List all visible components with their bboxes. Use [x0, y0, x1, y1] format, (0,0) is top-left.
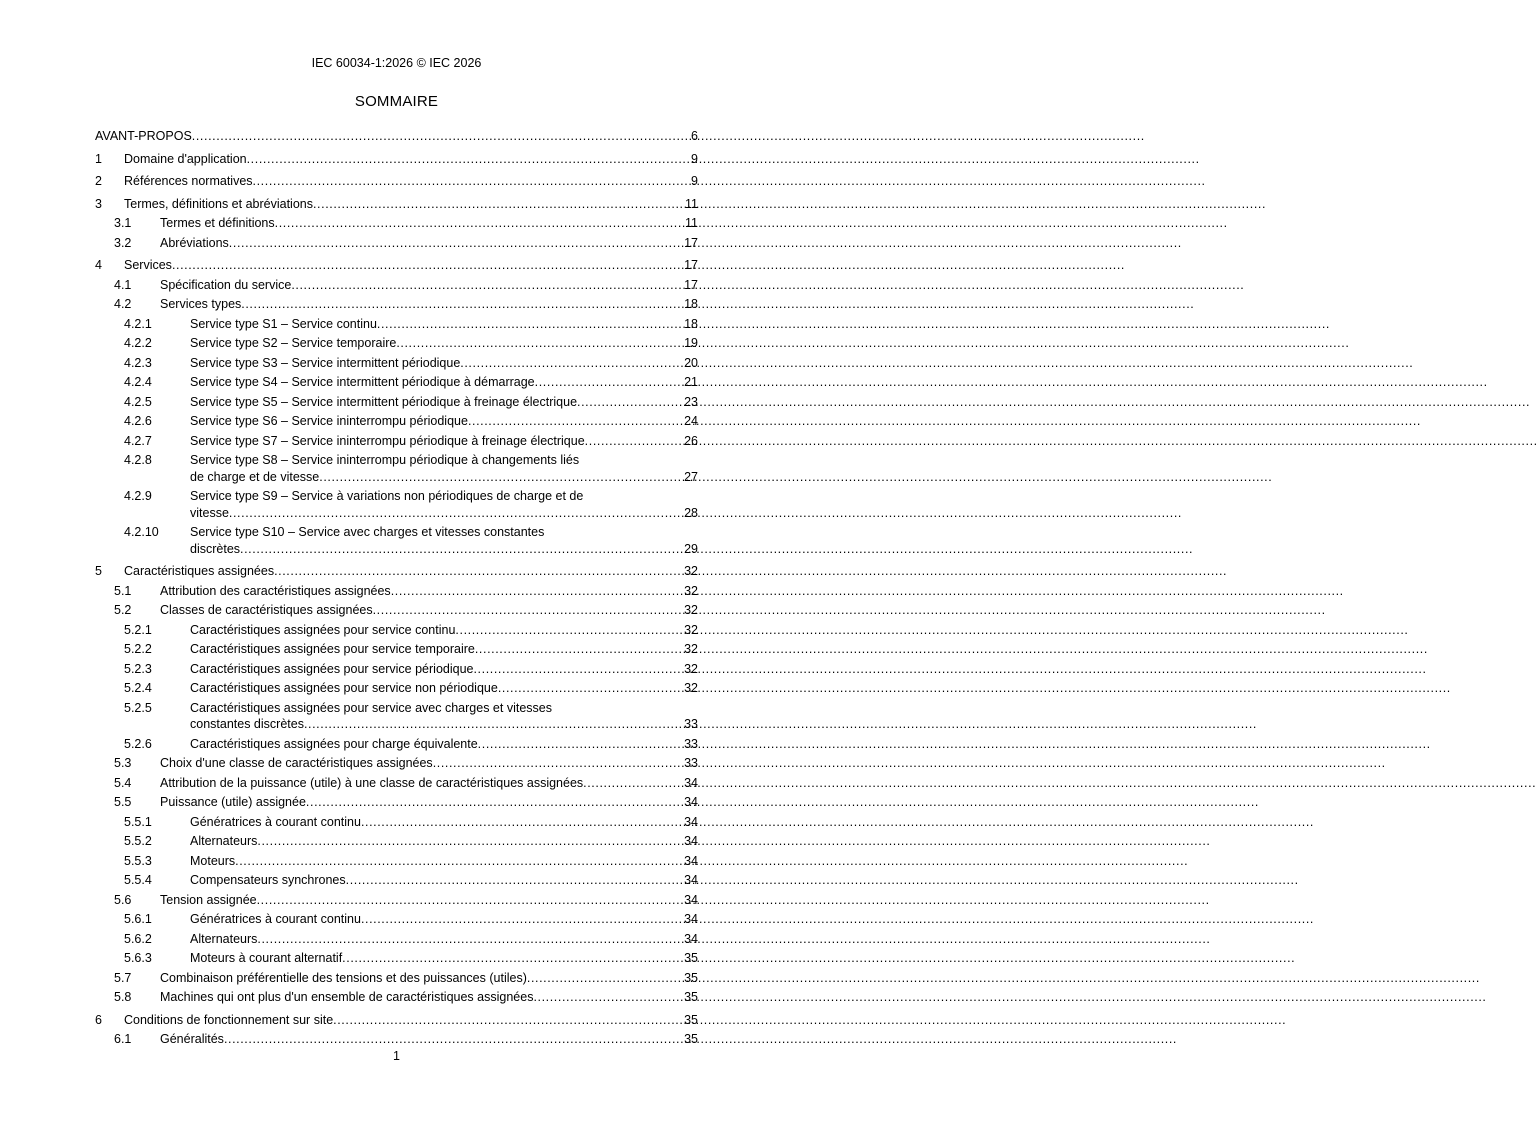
toc-entry[interactable] — [95, 891, 698, 911]
dot-leader — [304, 715, 683, 735]
dot-leader — [396, 334, 683, 354]
toc-entry-number: 5.5 — [114, 795, 132, 809]
toc-entry-title: Service type S1 – Service continu — [190, 316, 377, 331]
toc-entry-page: 27 — [684, 469, 698, 484]
dot-leader — [577, 393, 683, 413]
toc-entry-title-continued: constantes discrètes — [190, 717, 304, 731]
toc-entry-number: 3.1 — [114, 216, 132, 230]
toc-entry-title: Service type S10 – Service avec charges et vitesses constantes — [190, 525, 545, 539]
toc-entry-title: Alternateurs — [190, 834, 258, 848]
toc-entry[interactable] — [95, 150, 698, 170]
toc-entry[interactable] — [95, 412, 698, 432]
toc-entry-page: 6 — [691, 129, 698, 143]
table-of-contents — [95, 127, 698, 1050]
dot-leader — [433, 754, 683, 774]
toc-entry[interactable] — [95, 234, 698, 254]
toc-entry-title: Spécification du service — [160, 277, 292, 292]
dot-leader — [361, 813, 683, 833]
toc-entry-number: 5.8 — [114, 990, 132, 1004]
toc-entry-page: 18 — [684, 316, 698, 331]
toc-entry-title: Caractéristiques assignées pour service périodique — [190, 661, 474, 676]
toc-entry-title: Caractéristiques assignées pour charge équivalente — [190, 736, 478, 751]
dot-leader — [240, 540, 683, 560]
toc-entry[interactable] — [95, 562, 698, 582]
toc-entry[interactable] — [95, 315, 698, 335]
dot-leader — [583, 774, 683, 794]
toc-entry-page: 28 — [684, 505, 698, 520]
toc-entry-title: Services — [124, 258, 172, 272]
toc-entry-page: 9 — [691, 174, 698, 188]
toc-entry-title: Domaine d'application — [124, 151, 247, 166]
toc-entry-title: Attribution des caractéristiques assignées — [160, 583, 391, 598]
dot-leader — [455, 621, 683, 641]
toc-entry-page: 18 — [684, 297, 698, 311]
toc-entry-title: Caractéristiques assignées pour service temporaire — [190, 642, 475, 656]
dot-leader — [224, 1030, 683, 1050]
toc-entry-page: 11 — [685, 216, 698, 230]
toc-entry-page: 34 — [684, 912, 698, 926]
toc-entry-page: 17 — [684, 235, 698, 250]
toc-entry[interactable] — [95, 988, 698, 1008]
toc-entry-title-continued: vitesse — [190, 505, 229, 520]
dot-leader — [229, 504, 683, 524]
dot-leader — [313, 195, 684, 215]
toc-entry-number: 3.2 — [114, 235, 132, 250]
toc-entry[interactable] — [95, 295, 698, 315]
toc-entry-title: Abréviations — [160, 235, 229, 250]
toc-entry[interactable] — [95, 172, 698, 192]
toc-entry-page: 34 — [684, 853, 698, 868]
toc-entry[interactable] — [95, 679, 698, 699]
toc-entry[interactable] — [95, 660, 698, 680]
toc-entry-number: 5.4 — [114, 775, 132, 790]
toc-entry-title: Service type S9 – Service à variations non périodiques de charge et de — [190, 489, 584, 503]
toc-entry-title: Conditions de fonctionnement sur site — [124, 1012, 334, 1027]
toc-entry[interactable] — [95, 256, 698, 276]
dot-leader — [535, 373, 683, 393]
dot-leader — [241, 295, 683, 315]
toc-entry-page: 32 — [684, 681, 698, 695]
toc-entry[interactable] — [95, 871, 698, 891]
toc-entry[interactable] — [95, 793, 698, 813]
toc-entry-number: 3 — [95, 196, 102, 211]
dot-leader — [319, 468, 683, 488]
dot-leader — [257, 930, 683, 950]
toc-entry-page: 32 — [684, 603, 698, 617]
toc-entry-page: 32 — [684, 642, 698, 656]
toc-entry-page: 21 — [684, 375, 698, 389]
toc-entry-title: Généralités — [160, 1032, 224, 1046]
toc-entry-page: 17 — [684, 277, 698, 292]
dot-leader — [346, 871, 683, 891]
dot-leader — [478, 735, 683, 755]
toc-entry-number: 4 — [95, 258, 102, 272]
toc-entry-title: Termes, définitions et abréviations — [124, 196, 313, 211]
toc-entry-number: 4.2.6 — [124, 414, 152, 428]
toc-entry-title: Services types — [160, 297, 242, 311]
toc-entry-title: Caractéristiques assignées pour service continu — [190, 622, 456, 637]
toc-entry-number: 5 — [95, 564, 102, 578]
dot-leader — [235, 852, 683, 872]
toc-entry-title: Caractéristiques assignées pour service non périodique — [190, 681, 498, 695]
dot-leader — [257, 832, 683, 852]
toc-entry[interactable] — [95, 393, 698, 413]
toc-entry-page: 17 — [684, 258, 698, 272]
toc-entry-number: 4.2.1 — [124, 316, 152, 331]
toc-entry-number: 4.2.9 — [124, 489, 152, 503]
toc-entry-number: 5.2.3 — [124, 661, 152, 676]
dot-leader — [274, 562, 683, 582]
toc-entry[interactable] — [95, 699, 698, 735]
toc-entry-page: 20 — [684, 355, 698, 370]
toc-entry[interactable] — [95, 735, 698, 755]
toc-entry-page: 32 — [684, 583, 698, 598]
toc-entry[interactable] — [95, 451, 698, 487]
toc-entry[interactable] — [95, 949, 698, 969]
toc-entry-title: Service type S7 – Service ininterrompu périodique à freinage électrique — [190, 433, 585, 448]
toc-entry-title: Tension assignée — [160, 892, 257, 907]
toc-entry-title: Moteurs à courant alternatif — [190, 951, 343, 965]
toc-entry-page: 35 — [684, 1032, 698, 1046]
dot-leader — [585, 432, 683, 452]
toc-entry-number: 5.5.1 — [124, 814, 152, 829]
toc-entry[interactable] — [95, 523, 698, 559]
dot-leader — [229, 234, 683, 254]
dot-leader — [306, 793, 683, 813]
toc-entry[interactable] — [95, 813, 698, 833]
toc-entry-number: 6.1 — [114, 1032, 132, 1046]
dot-leader — [342, 949, 683, 969]
dot-leader — [460, 354, 683, 374]
toc-entry[interactable] — [95, 969, 698, 989]
toc-entry-page: 26 — [684, 433, 698, 448]
toc-entry-number: 5.6.3 — [124, 951, 152, 965]
toc-entry-number: 1 — [95, 151, 102, 166]
toc-entry-page: 9 — [691, 151, 698, 166]
toc-entry[interactable] — [95, 195, 698, 215]
toc-entry-page: 11 — [685, 196, 698, 211]
toc-entry-page: 29 — [684, 541, 698, 556]
toc-entry-number: 5.5.2 — [124, 834, 152, 848]
toc-entry[interactable] — [95, 910, 698, 930]
toc-entry-number: 4.2.7 — [124, 433, 152, 448]
toc-entry-number: 5.2.4 — [124, 681, 152, 695]
dot-leader — [498, 679, 683, 699]
dot-leader — [468, 412, 683, 432]
toc-entry-page: 35 — [684, 951, 698, 965]
toc-entry-page: 34 — [684, 814, 698, 829]
toc-entry-title: Choix d'une classe de caractéristiques assignées — [160, 756, 433, 770]
toc-entry[interactable] — [95, 1030, 698, 1050]
toc-entry-title: Service type S8 – Service ininterrompu périodique à changements liés — [190, 453, 580, 467]
toc-entry-page: 33 — [684, 736, 698, 751]
toc-entry-title: Compensateurs synchrones — [190, 873, 346, 887]
toc-entry-title: Classes de caractéristiques assignées — [160, 603, 373, 617]
toc-entry-number: 5.2 — [114, 603, 132, 617]
toc-entry-page: 34 — [684, 775, 698, 790]
dot-leader — [172, 256, 683, 276]
toc-entry-number: 5.6.1 — [124, 912, 152, 926]
dot-leader — [257, 891, 683, 911]
dot-leader — [291, 276, 683, 296]
toc-entry[interactable] — [95, 432, 698, 452]
toc-entry-title: Alternateurs — [190, 931, 258, 946]
toc-entry-title: Puissance (utile) assignée — [160, 795, 306, 809]
dot-leader — [253, 172, 691, 192]
toc-entry[interactable] — [95, 832, 698, 852]
toc-entry-number: 4.2.4 — [124, 375, 152, 389]
toc-entry[interactable] — [95, 774, 698, 794]
toc-entry-title: Machines qui ont plus d'un ensemble de caractéristiques assignées — [160, 990, 534, 1004]
toc-entry-number: 5.6.2 — [124, 931, 152, 946]
toc-entry-number: 6 — [95, 1012, 102, 1027]
toc-entry-number: 4.2.2 — [124, 336, 152, 350]
dot-leader — [473, 660, 683, 680]
toc-entry[interactable] — [95, 354, 698, 374]
toc-entry-number: 4.2.10 — [124, 525, 159, 539]
toc-entry[interactable] — [95, 930, 698, 950]
toc-entry[interactable] — [95, 373, 698, 393]
toc-entry-title-continued: de charge et de vitesse — [190, 469, 320, 484]
toc-entry-page: 35 — [684, 990, 698, 1004]
dot-leader — [361, 910, 683, 930]
toc-entry-title: Moteurs — [190, 853, 236, 868]
toc-entry-title: Génératrices à courant continu — [190, 912, 361, 926]
dot-leader — [475, 640, 683, 660]
dot-leader — [247, 150, 690, 170]
toc-entry-page: 34 — [684, 834, 698, 848]
toc-entry-title: Service type S3 – Service intermittent périodique — [190, 355, 461, 370]
toc-entry-page: 32 — [684, 622, 698, 637]
toc-entry-page: 34 — [684, 931, 698, 946]
toc-entry[interactable] — [95, 621, 698, 641]
dot-leader — [533, 988, 683, 1008]
toc-entry-page: 23 — [684, 394, 698, 409]
toc-entry-number: 5.2.2 — [124, 642, 152, 656]
toc-entry-number: 5.2.5 — [124, 700, 152, 715]
document-header: IEC 60034-1:2026 © IEC 2026 — [311, 56, 482, 70]
toc-entry[interactable] — [95, 487, 698, 523]
toc-entry[interactable] — [95, 334, 698, 354]
page-number: 1 — [393, 1049, 400, 1063]
dot-leader — [377, 315, 683, 335]
toc-entry-title: AVANT-PROPOS — [95, 129, 192, 143]
toc-entry-title: Service type S6 – Service ininterrompu périodique — [190, 414, 468, 428]
toc-entry-number: 5.1 — [114, 583, 132, 598]
toc-entry-page: 33 — [684, 717, 698, 731]
toc-entry-page: 33 — [684, 756, 698, 770]
dot-leader — [275, 214, 684, 234]
toc-entry[interactable] — [95, 276, 698, 296]
toc-entry-number: 5.6 — [114, 892, 132, 907]
toc-entry-title: Service type S2 – Service temporaire — [190, 336, 397, 350]
toc-entry-number: 5.7 — [114, 970, 132, 985]
dot-leader — [391, 582, 683, 602]
toc-entry-title: Génératrices à courant continu — [190, 814, 361, 829]
toc-entry-number: 4.2.5 — [124, 394, 152, 409]
toc-entry[interactable] — [95, 601, 698, 621]
toc-entry-number: 4.2 — [114, 297, 132, 311]
toc-entry[interactable] — [95, 127, 698, 147]
toc-entry-title: Attribution de la puissance (utile) à une classe de caractéristiques assignées — [160, 775, 584, 790]
dot-leader — [373, 601, 683, 621]
page-title: SOMMAIRE — [354, 93, 439, 110]
toc-entry-title: Références normatives — [124, 174, 253, 188]
toc-entry-number: 5.5.3 — [124, 853, 152, 868]
toc-entry-number: 4.2.8 — [124, 453, 152, 467]
toc-entry-page: 34 — [684, 892, 698, 907]
toc-entry-title: Service type S5 – Service intermittent périodique à freinage électrique — [190, 394, 578, 409]
toc-entry-page: 35 — [684, 1012, 698, 1027]
toc-entry-number: 4.1 — [114, 277, 132, 292]
toc-entry-number: 5.5.4 — [124, 873, 152, 887]
toc-entry-page: 34 — [684, 795, 698, 809]
toc-entry-title: Caractéristiques assignées — [124, 564, 275, 578]
toc-entry-page: 24 — [684, 414, 698, 428]
toc-entry-page: 19 — [684, 336, 698, 350]
toc-entry-title: Caractéristiques assignées pour service avec charges et vitesses — [190, 700, 552, 715]
toc-entry-number: 5.2.6 — [124, 736, 152, 751]
toc-entry-page: 32 — [684, 564, 698, 578]
toc-entry-title: Service type S4 – Service intermittent périodique à démarrage — [190, 375, 535, 389]
toc-entry-number: 4.2.3 — [124, 355, 152, 370]
toc-entry[interactable] — [95, 640, 698, 660]
dot-leader — [527, 969, 683, 989]
toc-entry[interactable] — [95, 1011, 698, 1031]
toc-entry[interactable] — [95, 754, 698, 774]
toc-entry-title: Termes et définitions — [160, 216, 275, 230]
toc-entry-page: 32 — [684, 661, 698, 676]
dot-leader — [192, 127, 690, 147]
toc-entry-number: 2 — [95, 174, 102, 188]
toc-entry-title-continued: discrètes — [190, 541, 241, 556]
toc-entry[interactable] — [95, 852, 698, 872]
toc-entry-title: Combinaison préférentielle des tensions et des puissances (utiles) — [160, 970, 527, 985]
toc-entry[interactable] — [95, 214, 698, 234]
toc-entry-number: 5.3 — [114, 756, 132, 770]
toc-entry-number: 5.2.1 — [124, 622, 152, 637]
toc-entry-page: 34 — [684, 873, 698, 887]
toc-entry[interactable] — [95, 582, 698, 602]
toc-entry-page: 35 — [684, 970, 698, 985]
dot-leader — [333, 1011, 683, 1031]
